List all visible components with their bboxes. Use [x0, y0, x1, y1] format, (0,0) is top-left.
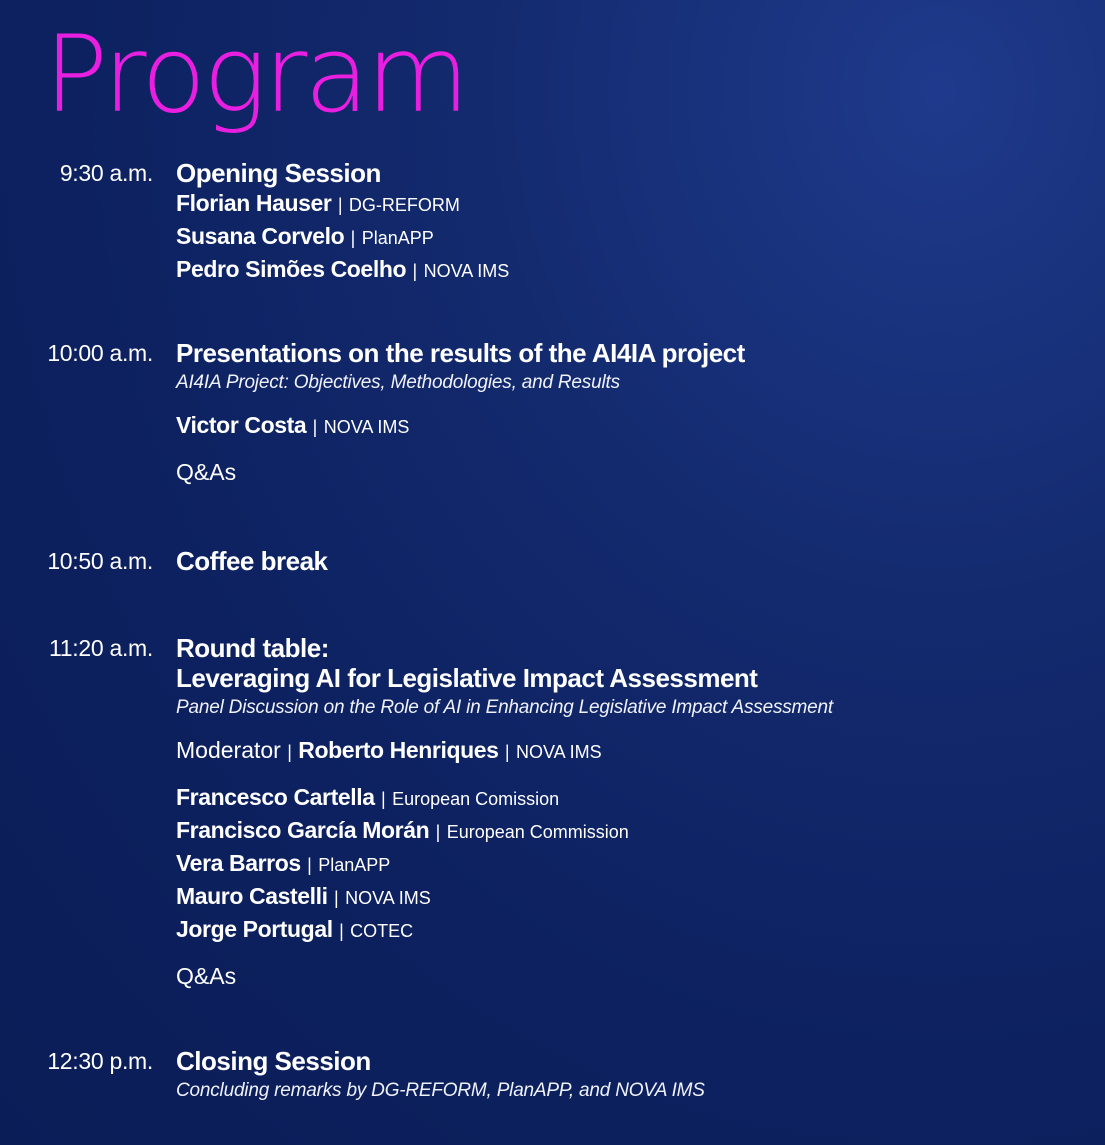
speaker	[176, 254, 1076, 287]
speaker	[176, 188, 1076, 221]
speaker-name: Florian Hauser	[176, 190, 332, 216]
session-heading-line2: Leveraging AI for Legislative Impact Assessment	[176, 663, 758, 693]
speaker-org: PlanAPP	[361, 228, 434, 248]
speaker-org: NOVA IMS	[323, 417, 410, 437]
speaker	[176, 881, 1076, 914]
speaker	[176, 782, 1076, 815]
speaker-name: Mauro Castelli	[176, 883, 328, 909]
session-heading: Opening Session	[176, 158, 381, 188]
separator: |	[287, 742, 292, 762]
speaker-name: Francesco Cartella	[176, 784, 375, 810]
separator: |	[339, 921, 344, 941]
session-time: 9:30 a.m.	[59, 160, 153, 186]
session-subtitle: AI4IA Project: Objectives, Methodologies, and Results	[176, 372, 620, 393]
separator: |	[435, 822, 441, 842]
separator: |	[337, 195, 343, 215]
session-heading: Presentations on the results of the AI4IA project	[176, 338, 745, 368]
session-time: 11:20 a.m.	[49, 635, 153, 661]
speaker-name: Jorge Portugal	[176, 916, 333, 942]
speaker-org: European Comission	[392, 789, 560, 809]
page-title: Program	[44, 13, 467, 136]
session-time: 10:50 a.m.	[47, 548, 153, 574]
separator: |	[504, 742, 510, 762]
speaker-name: Susana Corvelo	[176, 223, 345, 249]
speaker-org: DG-REFORM	[348, 195, 460, 215]
separator: |	[381, 789, 386, 809]
qa-label: Q&As	[176, 963, 237, 989]
session-content	[176, 158, 1076, 287]
session-subtitle: Panel Discussion on the Role of AI in Enhancing Legislative Impact Assessment	[176, 697, 833, 718]
session-content	[176, 338, 1076, 487]
speaker	[176, 410, 1076, 443]
separator: |	[350, 228, 356, 248]
session-content	[176, 633, 1076, 991]
speaker	[176, 221, 1076, 254]
speaker-org: PlanAPP	[318, 855, 391, 875]
speaker-org: NOVA IMS	[345, 888, 431, 908]
session-subtitle: Concluding remarks by DG-REFORM, PlanAPP, and NOVA IMS	[176, 1080, 705, 1101]
speaker	[176, 914, 1076, 947]
session-time: 10:00 a.m.	[47, 340, 153, 366]
separator: |	[412, 261, 418, 281]
speaker-name: Francisco García Morán	[176, 817, 430, 843]
session-heading: Coffee break	[176, 546, 328, 576]
speaker-name: Victor Costa	[176, 412, 307, 438]
separator: |	[307, 855, 312, 875]
session-content	[176, 546, 1076, 576]
moderator	[176, 735, 1076, 768]
session-content	[176, 1046, 1076, 1104]
separator: |	[312, 417, 318, 437]
speaker	[176, 848, 1076, 881]
session-heading: Closing Session	[176, 1046, 371, 1076]
session-time: 12:30 p.m.	[47, 1048, 153, 1074]
moderator-name: Roberto Henriques	[298, 737, 499, 763]
speaker-name: Pedro Simões Coelho	[176, 256, 407, 282]
speaker	[176, 815, 1076, 848]
qa-label: Q&As	[176, 459, 237, 485]
speaker-name: Vera Barros	[176, 850, 301, 876]
session-heading-line1: Round table:	[176, 633, 329, 663]
speaker-org: NOVA IMS	[423, 261, 510, 281]
moderator-org: NOVA IMS	[516, 742, 602, 762]
speaker-org: European Commission	[446, 822, 629, 842]
speaker-org: COTEC	[350, 921, 414, 941]
moderator-label: Moderator	[176, 737, 281, 763]
separator: |	[334, 888, 339, 908]
